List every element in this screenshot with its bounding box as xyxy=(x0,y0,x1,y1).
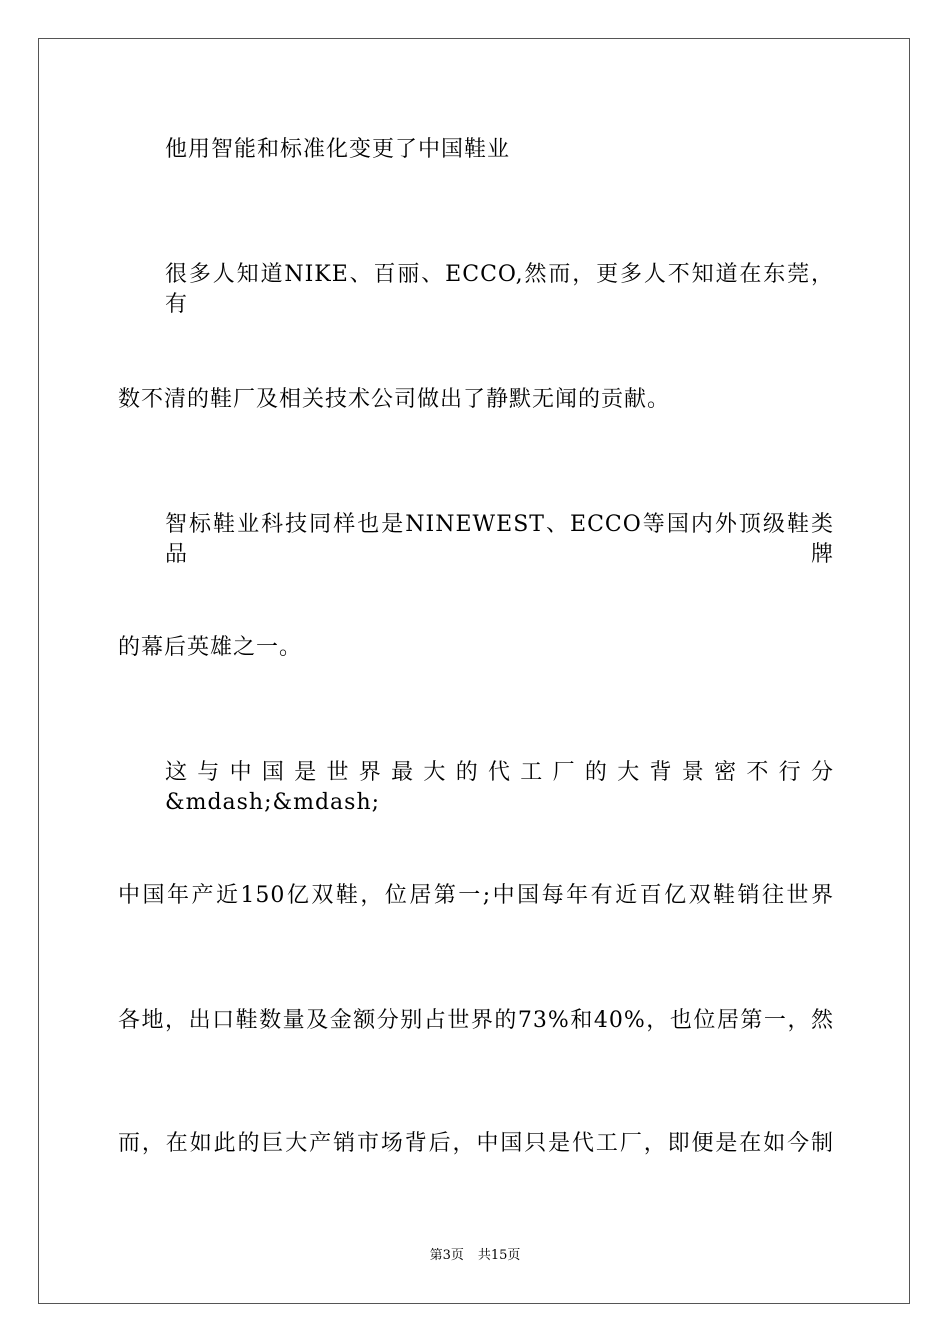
heading-line: 他用智能和标准化变更了中国鞋业 xyxy=(165,137,511,162)
page-total: 共15页 xyxy=(477,1248,521,1263)
page-footer xyxy=(0,1247,950,1265)
paragraph-line: 各地，出口鞋数量及金额分别占世界的73%和40%，也位居第一，然 xyxy=(118,1008,834,1033)
paragraph-line: 中国年产近150亿双鞋，位居第一;中国每年有近百亿双鞋销往世界 xyxy=(118,883,834,908)
paragraph-line: 智标鞋业科技同样也是NINEWEST、ECCO等国内外顶级鞋类品牌 xyxy=(165,512,834,567)
paragraph-line: 数不清的鞋厂及相关技术公司做出了静默无闻的贡献。 xyxy=(118,387,671,412)
page-number: 第3页 xyxy=(429,1248,464,1263)
page-frame xyxy=(38,38,910,1304)
paragraph-line: 的幕后英雄之一。 xyxy=(118,635,303,660)
paragraph-line: 而，在如此的巨大产销市场背后，中国只是代工厂，即便是在如今制 xyxy=(118,1131,834,1156)
paragraph-line: 这与中国是世界最大的代工厂的大背景密不行分&mdash;&mdash; xyxy=(165,760,834,815)
paragraph-line: 很多人知道NIKE、百丽、ECCO,然而，更多人不知道在东莞，有 xyxy=(165,262,834,317)
